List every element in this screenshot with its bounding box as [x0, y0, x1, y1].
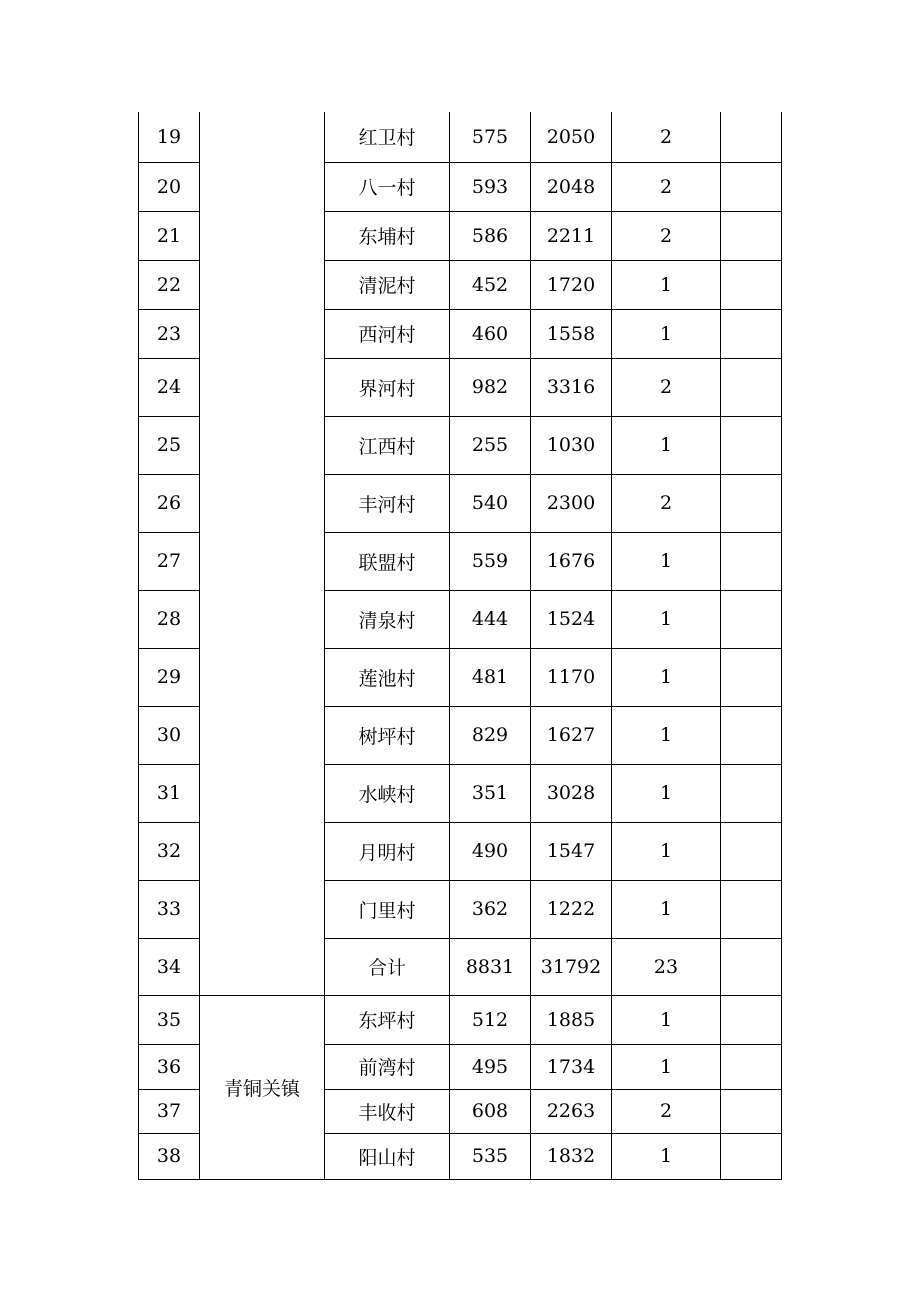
village-name: 莲池村 [325, 648, 450, 706]
households-value: 452 [450, 260, 531, 309]
households-value: 593 [450, 162, 531, 211]
households-value: 535 [450, 1133, 531, 1179]
row-number: 30 [139, 706, 200, 764]
households-value: 362 [450, 880, 531, 938]
row-number: 34 [139, 938, 200, 995]
note-cell [721, 938, 782, 995]
note-cell [721, 822, 782, 880]
row-number: 25 [139, 416, 200, 474]
population-value: 2263 [531, 1089, 612, 1133]
households-value: 255 [450, 416, 531, 474]
note-cell [721, 648, 782, 706]
village-name: 门里村 [325, 880, 450, 938]
population-value: 1734 [531, 1044, 612, 1089]
village-name: 前湾村 [325, 1044, 450, 1089]
village-name: 丰收村 [325, 1089, 450, 1133]
row-number: 31 [139, 764, 200, 822]
note-cell [721, 880, 782, 938]
village-name: 清泥村 [325, 260, 450, 309]
households-value: 829 [450, 706, 531, 764]
row-number: 33 [139, 880, 200, 938]
households-value: 444 [450, 590, 531, 648]
village-name: 月明村 [325, 822, 450, 880]
count-value: 1 [612, 309, 721, 358]
count-value: 2 [612, 1089, 721, 1133]
households-value: 481 [450, 648, 531, 706]
count-value: 2 [612, 211, 721, 260]
note-cell [721, 162, 782, 211]
note-cell [721, 309, 782, 358]
count-value: 2 [612, 358, 721, 416]
population-value: 1676 [531, 532, 612, 590]
count-value: 2 [612, 474, 721, 532]
village-name: 东埔村 [325, 211, 450, 260]
village-name: 西河村 [325, 309, 450, 358]
row-number: 29 [139, 648, 200, 706]
note-cell [721, 590, 782, 648]
note-cell [721, 1133, 782, 1179]
population-value: 1885 [531, 995, 612, 1044]
row-number: 21 [139, 211, 200, 260]
village-name: 水峡村 [325, 764, 450, 822]
row-number: 27 [139, 532, 200, 590]
village-name: 清泉村 [325, 590, 450, 648]
households-value: 575 [450, 112, 531, 162]
count-value: 1 [612, 532, 721, 590]
note-cell [721, 474, 782, 532]
population-value: 1222 [531, 880, 612, 938]
households-value: 460 [450, 309, 531, 358]
village-table [138, 112, 782, 1180]
population-value: 1547 [531, 822, 612, 880]
village-name: 界河村 [325, 358, 450, 416]
count-value: 2 [612, 162, 721, 211]
row-number: 35 [139, 995, 200, 1044]
row-number: 22 [139, 260, 200, 309]
row-number: 37 [139, 1089, 200, 1133]
count-value: 2 [612, 112, 721, 162]
count-total: 23 [612, 938, 721, 995]
village-name: 红卫村 [325, 112, 450, 162]
row-number: 20 [139, 162, 200, 211]
row-number: 26 [139, 474, 200, 532]
population-value: 1524 [531, 590, 612, 648]
count-value: 1 [612, 822, 721, 880]
households-value: 586 [450, 211, 531, 260]
row-number: 32 [139, 822, 200, 880]
count-value: 1 [612, 648, 721, 706]
households-value: 982 [450, 358, 531, 416]
town-name [200, 112, 325, 995]
count-value: 1 [612, 590, 721, 648]
note-cell [721, 416, 782, 474]
village-name: 江西村 [325, 416, 450, 474]
population-value: 1030 [531, 416, 612, 474]
row-number: 24 [139, 358, 200, 416]
population-value: 2048 [531, 162, 612, 211]
note-cell [721, 112, 782, 162]
village-name: 东坪村 [325, 995, 450, 1044]
total-label: 合计 [325, 938, 450, 995]
note-cell [721, 532, 782, 590]
households-value: 351 [450, 764, 531, 822]
population-value: 1627 [531, 706, 612, 764]
note-cell [721, 358, 782, 416]
population-value: 3316 [531, 358, 612, 416]
note-cell [721, 764, 782, 822]
count-value: 1 [612, 1133, 721, 1179]
row-number: 36 [139, 1044, 200, 1089]
village-name: 阳山村 [325, 1133, 450, 1179]
table-row [139, 995, 782, 1044]
count-value: 1 [612, 995, 721, 1044]
households-value: 512 [450, 995, 531, 1044]
note-cell [721, 211, 782, 260]
population-value: 2300 [531, 474, 612, 532]
population-value: 1558 [531, 309, 612, 358]
population-value: 2211 [531, 211, 612, 260]
town-name: 青铜关镇 [200, 995, 325, 1179]
count-value: 1 [612, 260, 721, 309]
note-cell [721, 995, 782, 1044]
households-value: 495 [450, 1044, 531, 1089]
population-value: 1170 [531, 648, 612, 706]
population-value: 1832 [531, 1133, 612, 1179]
count-value: 1 [612, 764, 721, 822]
village-name: 丰河村 [325, 474, 450, 532]
row-number: 28 [139, 590, 200, 648]
note-cell [721, 1089, 782, 1133]
row-number: 23 [139, 309, 200, 358]
households-value: 540 [450, 474, 531, 532]
population-value: 1720 [531, 260, 612, 309]
row-number: 19 [139, 112, 200, 162]
village-name: 八一村 [325, 162, 450, 211]
note-cell [721, 1044, 782, 1089]
population-value: 2050 [531, 112, 612, 162]
households-value: 559 [450, 532, 531, 590]
households-value: 490 [450, 822, 531, 880]
count-value: 1 [612, 1044, 721, 1089]
count-value: 1 [612, 706, 721, 764]
count-value: 1 [612, 880, 721, 938]
note-cell [721, 260, 782, 309]
note-cell [721, 706, 782, 764]
village-name: 联盟村 [325, 532, 450, 590]
population-total: 31792 [531, 938, 612, 995]
count-value: 1 [612, 416, 721, 474]
households-total: 8831 [450, 938, 531, 995]
households-value: 608 [450, 1089, 531, 1133]
table-row [139, 112, 782, 162]
village-name: 树坪村 [325, 706, 450, 764]
row-number: 38 [139, 1133, 200, 1179]
population-value: 3028 [531, 764, 612, 822]
